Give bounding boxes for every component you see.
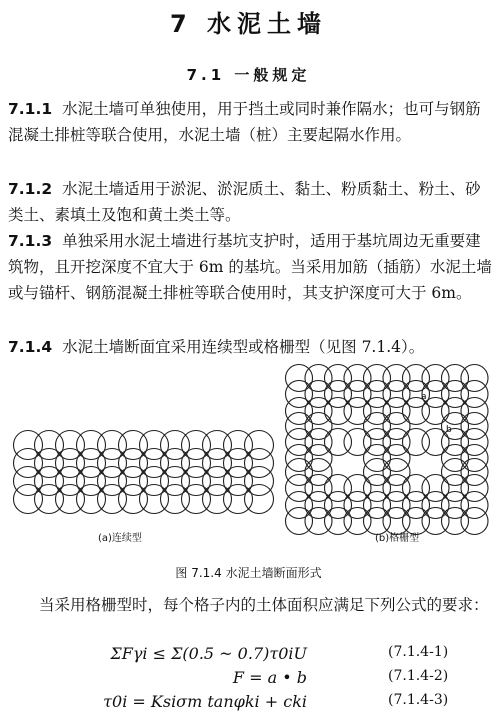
pile-circle <box>383 413 410 440</box>
figure-b-caption: (b)格栅型 <box>375 533 420 544</box>
clause-text: 水泥土墙断面宜采用连续型或格栅型（见图 7.1.4）。 <box>62 338 425 356</box>
dimension-label-a: a <box>421 392 427 402</box>
pile-circle <box>461 475 488 502</box>
clause-number: 7.1.1 <box>8 100 53 118</box>
pile-circle <box>461 413 488 440</box>
formula-number: (7.1.4-3) <box>388 692 449 708</box>
pile-circle <box>461 381 488 408</box>
dimension-label-b: b <box>446 425 452 435</box>
formula-7-1-4-1 <box>0 644 497 668</box>
clause-text: 单独采用水泥土墙进行基坑支护时，适用于基坑周边无重要建筑物，且开挖深度不宜大于 6m 的基坑。当采用加筋（插筋）水泥土墙或与锚杆、钢筋混凝土排桩等联合使用时，其支护深度可大于 6m。 <box>8 232 492 302</box>
figure-a-caption: (a)连续型 <box>98 533 142 544</box>
pile-circle <box>305 413 332 440</box>
formula-7-1-4-2 <box>0 668 497 692</box>
clause-text: 水泥土墙可单独使用，用于挡土或同时兼作隔水；也可与钢筋混凝土排桩等联合使用，水泥土墙（桩）主要起隔水作用。 <box>8 100 481 144</box>
clause-number: 7.1.2 <box>8 180 53 198</box>
chapter-title: 7 水泥土墙 <box>169 10 328 38</box>
figure-caption: 图 7.1.4 水泥土墙断面形式 <box>175 566 322 580</box>
formula-number: (7.1.4-2) <box>388 668 449 684</box>
clause-text: 水泥土墙适用于淤泥、淤泥质土、黏土、粉质黏土、粉土、砂类土、素填土及饱和黄土类土等。 <box>8 180 481 224</box>
formula-expression: F = a • b <box>232 668 307 687</box>
pile-circle <box>461 492 488 519</box>
formula-expression: ΣFγi ≤ Σ(0.5 ~ 0.7)τ0iU <box>110 644 307 663</box>
body-paragraph: 当采用格栅型时，每个格子内的土体面积应满足下列公式的要求： <box>39 596 489 614</box>
pile-circle <box>461 398 488 425</box>
clause-number: 7.1.4 <box>8 338 53 356</box>
clause-number: 7.1.3 <box>8 232 53 250</box>
pile-circle <box>461 508 488 535</box>
pile-circle <box>461 429 488 456</box>
formula-expression: τ0i = Ksiσm tanφki + cki <box>103 692 307 711</box>
formula-7-1-4-3 <box>0 692 497 716</box>
formula-number: (7.1.4-1) <box>388 644 449 660</box>
pile-circle <box>461 365 488 392</box>
section-title: 7.1 一般规定 <box>186 66 311 84</box>
